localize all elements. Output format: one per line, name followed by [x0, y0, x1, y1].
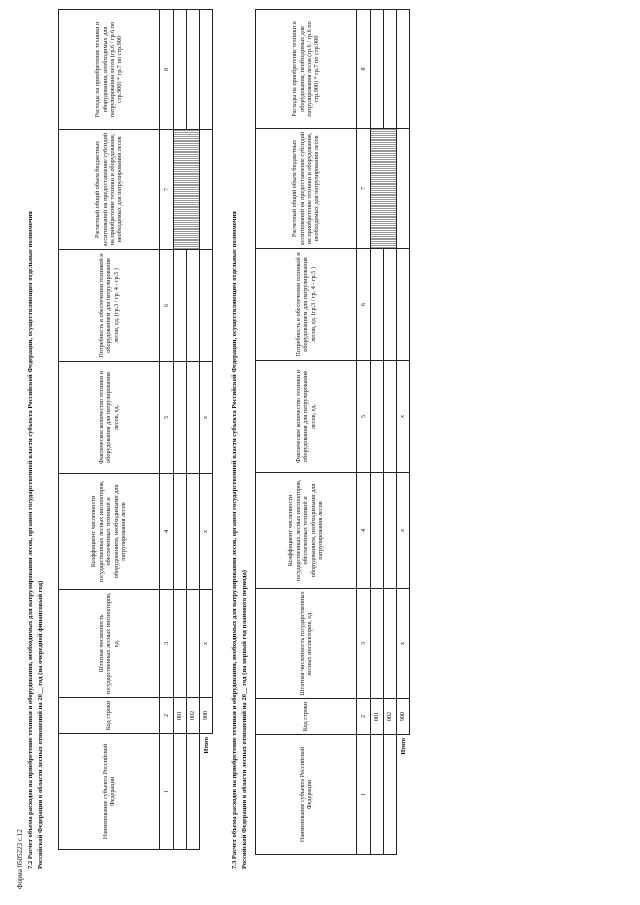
section-7-2-heading-line2: Российской Федерации в области лесных отношений на 20__ год (на очередной финансовый год)	[36, 580, 44, 869]
total-row	[200, 10, 213, 850]
table-cell	[371, 249, 384, 361]
table-cell	[384, 735, 397, 855]
table-cell	[371, 735, 384, 855]
hatched-cell	[371, 129, 397, 249]
table-cell	[187, 474, 200, 590]
table-cell	[384, 249, 397, 361]
table-cell	[384, 361, 397, 473]
table-cell	[397, 249, 410, 361]
table-7-2	[58, 9, 213, 850]
table-cell	[174, 474, 187, 590]
column-number: 3	[160, 590, 174, 698]
column-number: 5	[160, 362, 174, 474]
column-number: 1	[357, 735, 371, 855]
table-row	[371, 10, 384, 855]
table-cell	[187, 590, 200, 698]
row-code: 001	[371, 699, 384, 735]
table-cell	[384, 589, 397, 699]
table-cell	[397, 129, 410, 249]
total-label: Итого	[397, 735, 410, 855]
table-7-3	[255, 9, 410, 855]
total-code: 900	[200, 698, 213, 734]
x-mark: x	[200, 590, 213, 698]
column-number: 2	[357, 699, 371, 735]
column-header-actual-quantity: Фактическое количество техники и оборудования для патрулирования лесов, ед.	[256, 361, 357, 473]
section-7-3-heading-line2: Российской Федерации в области лесных отношений на 20__ год (на первый год планового периода)	[240, 570, 248, 869]
column-number: 5	[357, 361, 371, 473]
column-header-subject-name: Наименование субъекта Российской Федерации	[59, 734, 160, 850]
table-cell	[384, 473, 397, 589]
table-header-row	[256, 10, 357, 855]
column-number: 8	[160, 10, 174, 130]
row-code: 002	[384, 699, 397, 735]
column-header-row-code: Код строки	[256, 699, 357, 735]
form-label: Форма 0505223 с.12	[16, 829, 24, 889]
column-header-need: Потребность в обеспечении техникой и оборудованием для патрулирования лесов, ед. (гр.3 / гр. 4 - гр.5 )	[59, 250, 160, 362]
table-cell	[174, 362, 187, 474]
section-7-3-heading-line1: 7.3 Расчет объема расходов на приобретение техники и оборудования, необходимых для патрулирования лесов, органом государственной власти субъекта Российской Федерации, осуществляющим отдельные полномочия	[231, 211, 238, 869]
table-cell	[187, 362, 200, 474]
total-label: Итого	[200, 734, 213, 850]
column-header-expenses: Расходы на приобретение техники и оборудования, необходимых для патрулирования лесов (гр.6 / гр.6 по стр.900) * гр.7 по стр.900	[59, 10, 160, 130]
column-number: 2	[160, 698, 174, 734]
column-number-row	[160, 10, 174, 850]
column-header-need: Потребность в обеспечении техникой и оборудованием для патрулирования лесов, ед. (гр.3 / гр. 4 - гр.5 )	[256, 249, 357, 361]
column-number: 3	[357, 589, 371, 699]
row-code: 002	[187, 698, 200, 734]
column-header-staff-count: Штатная численность государственных лесных инспекторов, ед.	[256, 589, 357, 699]
x-mark: x	[397, 473, 410, 589]
x-mark: x	[397, 361, 410, 473]
table-cell	[174, 590, 187, 698]
table-cell	[384, 10, 397, 129]
column-header-total-allocations: Расчетный общий объем бюджетных ассигнований на предоставление субсидий на приобретение техники и оборудования, необходимых для патрулирования лесов	[59, 130, 160, 250]
table-cell	[200, 10, 213, 130]
column-number: 4	[160, 474, 174, 590]
table-cell	[371, 10, 384, 129]
table-cell	[371, 473, 384, 589]
table-cell	[397, 10, 410, 129]
column-number-row	[357, 10, 371, 855]
column-number: 7	[357, 129, 371, 249]
table-cell	[187, 10, 200, 130]
column-header-total-allocations: Расчетный общий объем бюджетных ассигнований на предоставление субсидий на приобретение техники и оборудования, необходимых для патрулирования лесов	[256, 129, 357, 249]
column-header-expenses: Расходы на приобретение техники и оборудования, необходимых для патрулирования лесов (гр.6 / гр.6 по стр.900) * гр.7 по стр.900	[256, 10, 357, 129]
column-number: 7	[160, 130, 174, 250]
column-header-actual-quantity: Фактическое количество техники и оборудования для патрулирования лесов, ед.	[59, 362, 160, 474]
table-cell	[200, 250, 213, 362]
table-row	[174, 10, 187, 850]
x-mark: x	[397, 589, 410, 699]
column-number: 1	[160, 734, 174, 850]
section-7-3-heading	[230, 29, 249, 869]
column-number: 6	[357, 249, 371, 361]
table-cell	[174, 250, 187, 362]
table-cell	[200, 130, 213, 250]
table-cell	[187, 250, 200, 362]
table-cell	[371, 589, 384, 699]
hatched-cell	[174, 130, 200, 250]
section-7-2-heading-line1: 7.2 Расчет объема расходов на приобретение техники и оборудования, необходимых для патрулирования лесов, органом государственной власти субъекта Российской Федерации, осуществляющим отдельные полномочия	[27, 211, 34, 869]
column-number: 8	[357, 10, 371, 129]
column-header-staff-count: Штатная численность государственных лесных инспекторов, ед.	[59, 590, 160, 698]
table-cell	[174, 10, 187, 130]
column-number: 6	[160, 250, 174, 362]
table-cell	[371, 361, 384, 473]
x-mark: x	[200, 362, 213, 474]
table-cell	[187, 734, 200, 850]
row-code: 001	[174, 698, 187, 734]
column-header-coefficient: Коэффициент численности государственных лесных инспекторов, обеспеченных техникой и оборудованием, необходимыми для патрулирования лесов	[256, 473, 357, 589]
section-7-2-heading	[26, 29, 45, 869]
column-header-row-code: Код строки	[59, 698, 160, 734]
table-header-row	[59, 10, 160, 850]
x-mark: x	[200, 474, 213, 590]
total-row	[397, 10, 410, 855]
table-cell	[174, 734, 187, 850]
column-header-subject-name: Наименование субъекта Российской Федерации	[256, 735, 357, 855]
column-number: 4	[357, 473, 371, 589]
total-code: 900	[397, 699, 410, 735]
column-header-coefficient: Коэффициент численности государственных лесных инспекторов, обеспеченных техникой и оборудованием, необходимыми для патрулирования лесов	[59, 474, 160, 590]
